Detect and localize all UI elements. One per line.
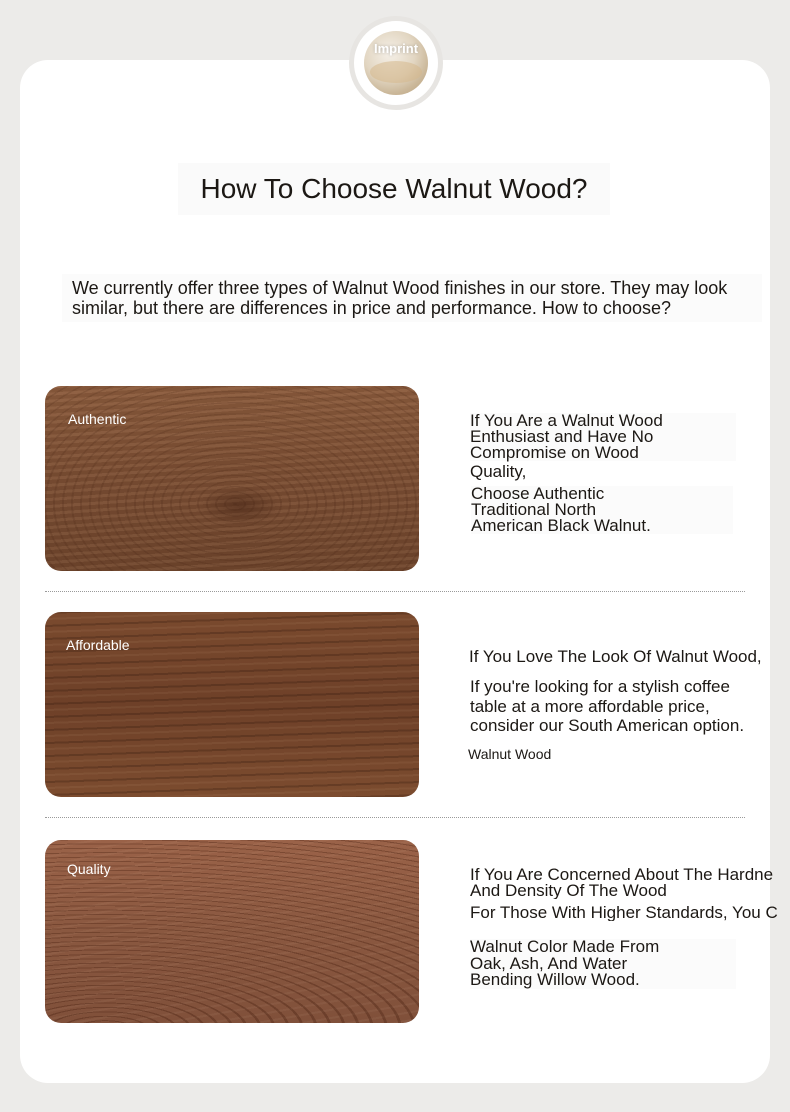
page-title: How To Choose Walnut Wood?	[178, 163, 610, 215]
affordable-wood-image	[45, 612, 419, 797]
wood-type-label: Quality	[67, 861, 111, 877]
section-heading: If You Love The Look Of Walnut Wood,	[469, 647, 762, 666]
brand-logo	[349, 16, 443, 110]
section-heading: If You Are a Walnut Wood Enthusiast and Have No Compromise on Wood	[470, 413, 736, 461]
section-heading-tail: Quality,	[470, 462, 527, 481]
section-body: Choose Authentic Traditional North American Black Walnut.	[471, 486, 733, 534]
section-divider	[45, 817, 745, 818]
section-note: Walnut Wood	[468, 746, 552, 762]
section-body: If you're looking for a stylish coffee table at a more affordable price, consider our South American option.	[470, 677, 745, 735]
section-divider	[45, 591, 745, 592]
wood-type-label: Affordable	[66, 637, 130, 653]
section-subheading: For Those With Higher Standards, You C	[470, 905, 778, 921]
wood-type-label: Authentic	[68, 411, 127, 427]
logo-text: Imprint	[373, 41, 419, 56]
intro-paragraph: We currently offer three types of Walnut Wood finishes in our store. They may look similar, but there are differences in price and performance. How to choose?	[62, 274, 762, 322]
section-body: Walnut Color Made From Oak, Ash, And Water Bending Willow Wood.	[470, 939, 736, 989]
authentic-wood-image	[45, 386, 419, 571]
quality-wood-image	[45, 840, 419, 1023]
section-heading: If You Are Concerned About The Hardne And Density Of The Wood	[470, 867, 774, 899]
